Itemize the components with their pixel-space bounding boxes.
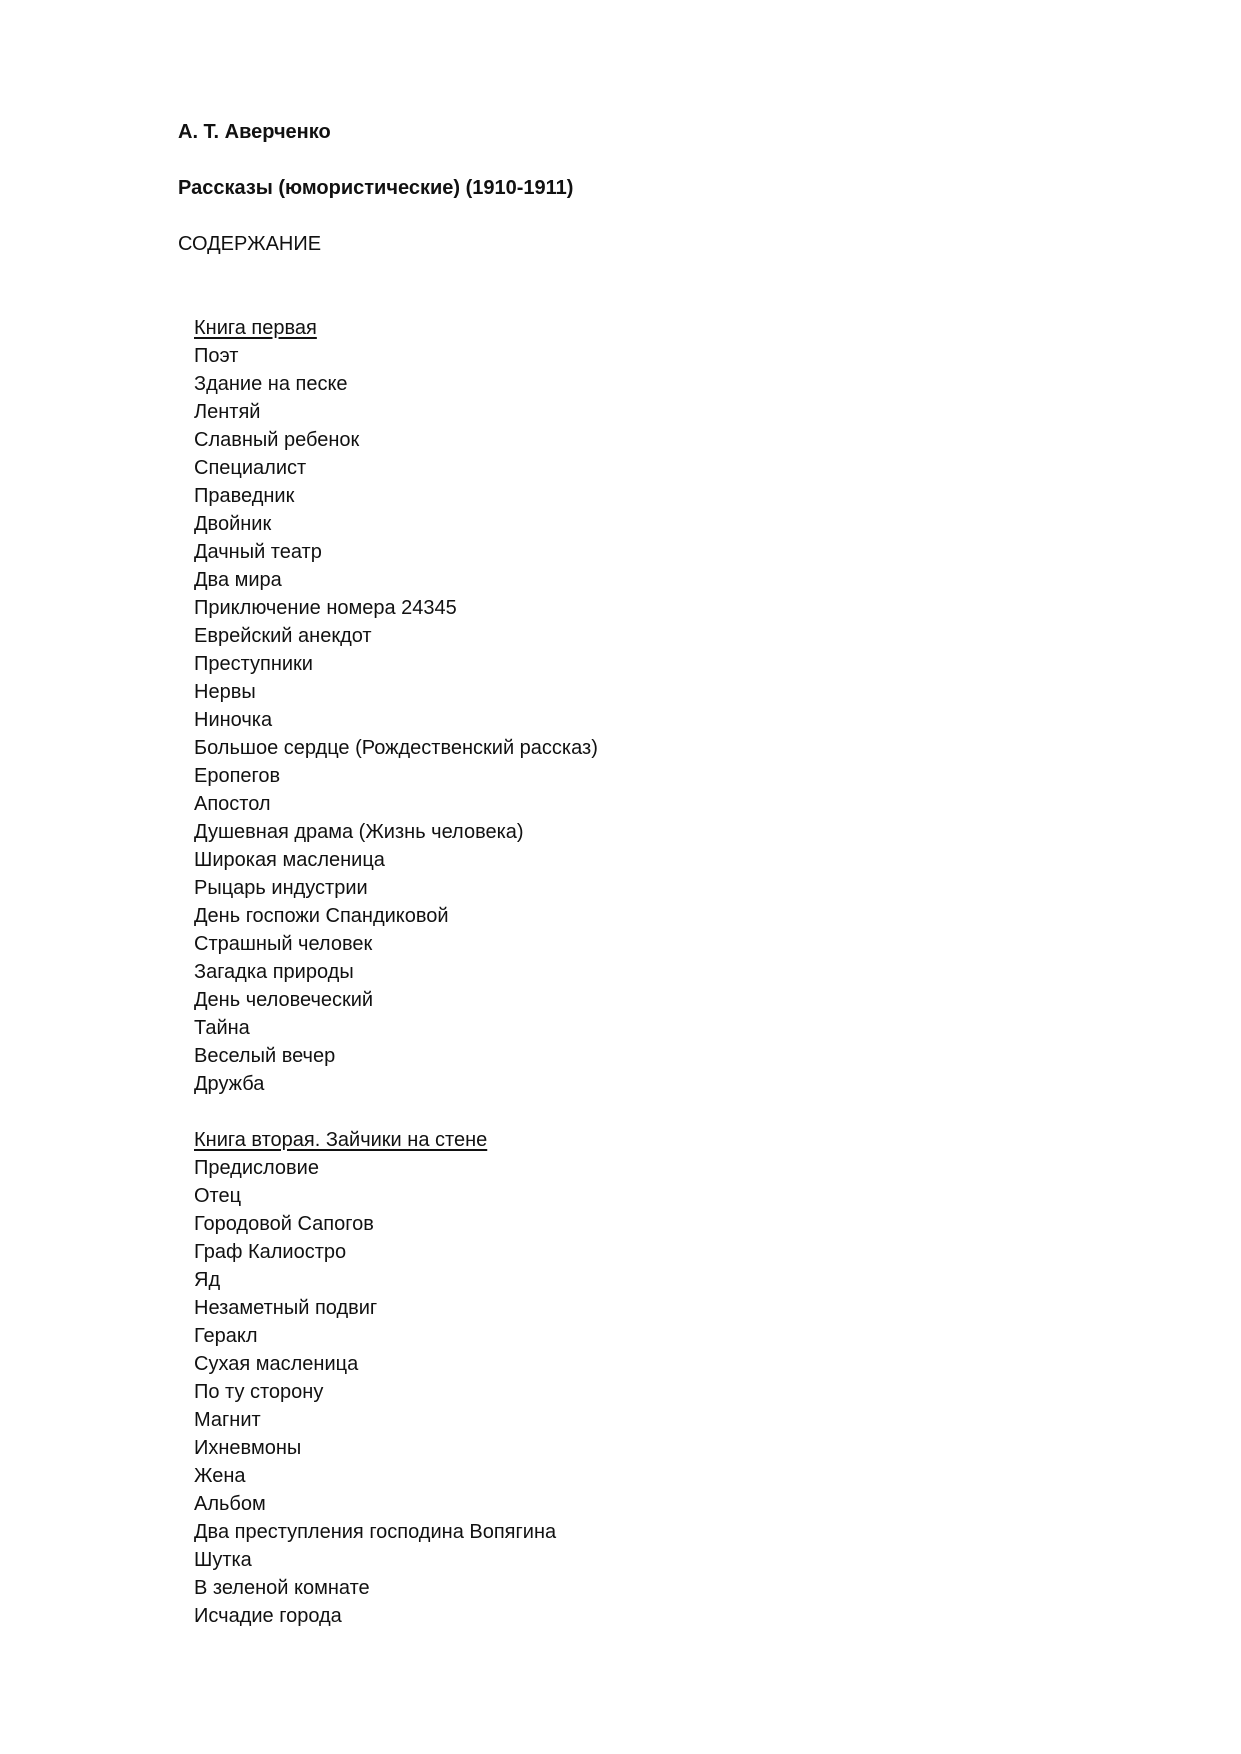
story-title: Тайна [194, 1017, 250, 1039]
story-title: Праведник [194, 485, 295, 507]
story-title: Преступники [194, 653, 313, 675]
book-title: Книга вторая. Зайчики на стене [194, 1129, 488, 1151]
story-title: Ихневмоны [194, 1437, 302, 1459]
story-title: Приключение номера 24345 [194, 597, 457, 619]
story-title: Специалист [194, 457, 307, 479]
story-title: Лентяй [194, 401, 261, 423]
story-title: Два преступления господина Вопягина [194, 1521, 557, 1543]
book-title: Книга первая [194, 317, 317, 339]
story-title: Жена [194, 1465, 246, 1487]
story-title: Поэт [194, 345, 239, 367]
story-title: Граф Калиостро [194, 1241, 347, 1263]
story-title: Славный ребенок [194, 429, 360, 451]
story-title: Страшный человек [194, 933, 373, 955]
story-title: Апостол [194, 793, 271, 815]
story-title: Шутка [194, 1549, 252, 1571]
story-title: Предисловие [194, 1157, 319, 1179]
story-title: Дачный театр [194, 541, 322, 563]
story-title: Исчадие города [194, 1605, 342, 1627]
book-section-second [194, 1126, 556, 1630]
story-title: Альбом [194, 1493, 266, 1515]
story-title: Незаметный подвиг [194, 1297, 378, 1319]
story-list [194, 1154, 556, 1630]
story-title: Двойник [194, 513, 272, 535]
story-title: День человеческий [194, 989, 374, 1011]
story-title: По ту сторону [194, 1381, 324, 1403]
collection-title: Рассказы (юмористические) (1910-1911) [178, 177, 574, 199]
story-title: Отец [194, 1185, 242, 1207]
story-title: Еврейский анекдот [194, 625, 372, 647]
story-title: Широкая масленица [194, 849, 385, 871]
story-title: Геракл [194, 1325, 258, 1347]
story-title: Веселый вечер [194, 1045, 336, 1067]
story-title: Рыцарь индустрии [194, 877, 368, 899]
story-title: Загадка природы [194, 961, 354, 983]
story-title: Магнит [194, 1409, 261, 1431]
story-title: В зеленой комнате [194, 1577, 370, 1599]
story-title: Ниночка [194, 709, 273, 731]
story-title: Душевная драма (Жизнь человека) [194, 821, 524, 843]
story-title: День госпожи Спандиковой [194, 905, 449, 927]
story-title: Городовой Сапогов [194, 1213, 374, 1235]
story-title: Нервы [194, 681, 256, 703]
story-title: Два мира [194, 569, 282, 591]
story-title: Сухая масленица [194, 1353, 359, 1375]
story-title: Еропегов [194, 765, 281, 787]
story-title: Здание на песке [194, 373, 348, 395]
story-title: Яд [194, 1269, 221, 1291]
story-title: Большое сердце (Рождественский рассказ) [194, 737, 598, 759]
author-name: А. Т. Аверченко [178, 121, 331, 143]
story-list [194, 342, 598, 1098]
table-of-contents-heading: СОДЕРЖАНИЕ [178, 233, 322, 255]
book-section-first [194, 314, 598, 1098]
story-title: Дружба [194, 1073, 265, 1095]
